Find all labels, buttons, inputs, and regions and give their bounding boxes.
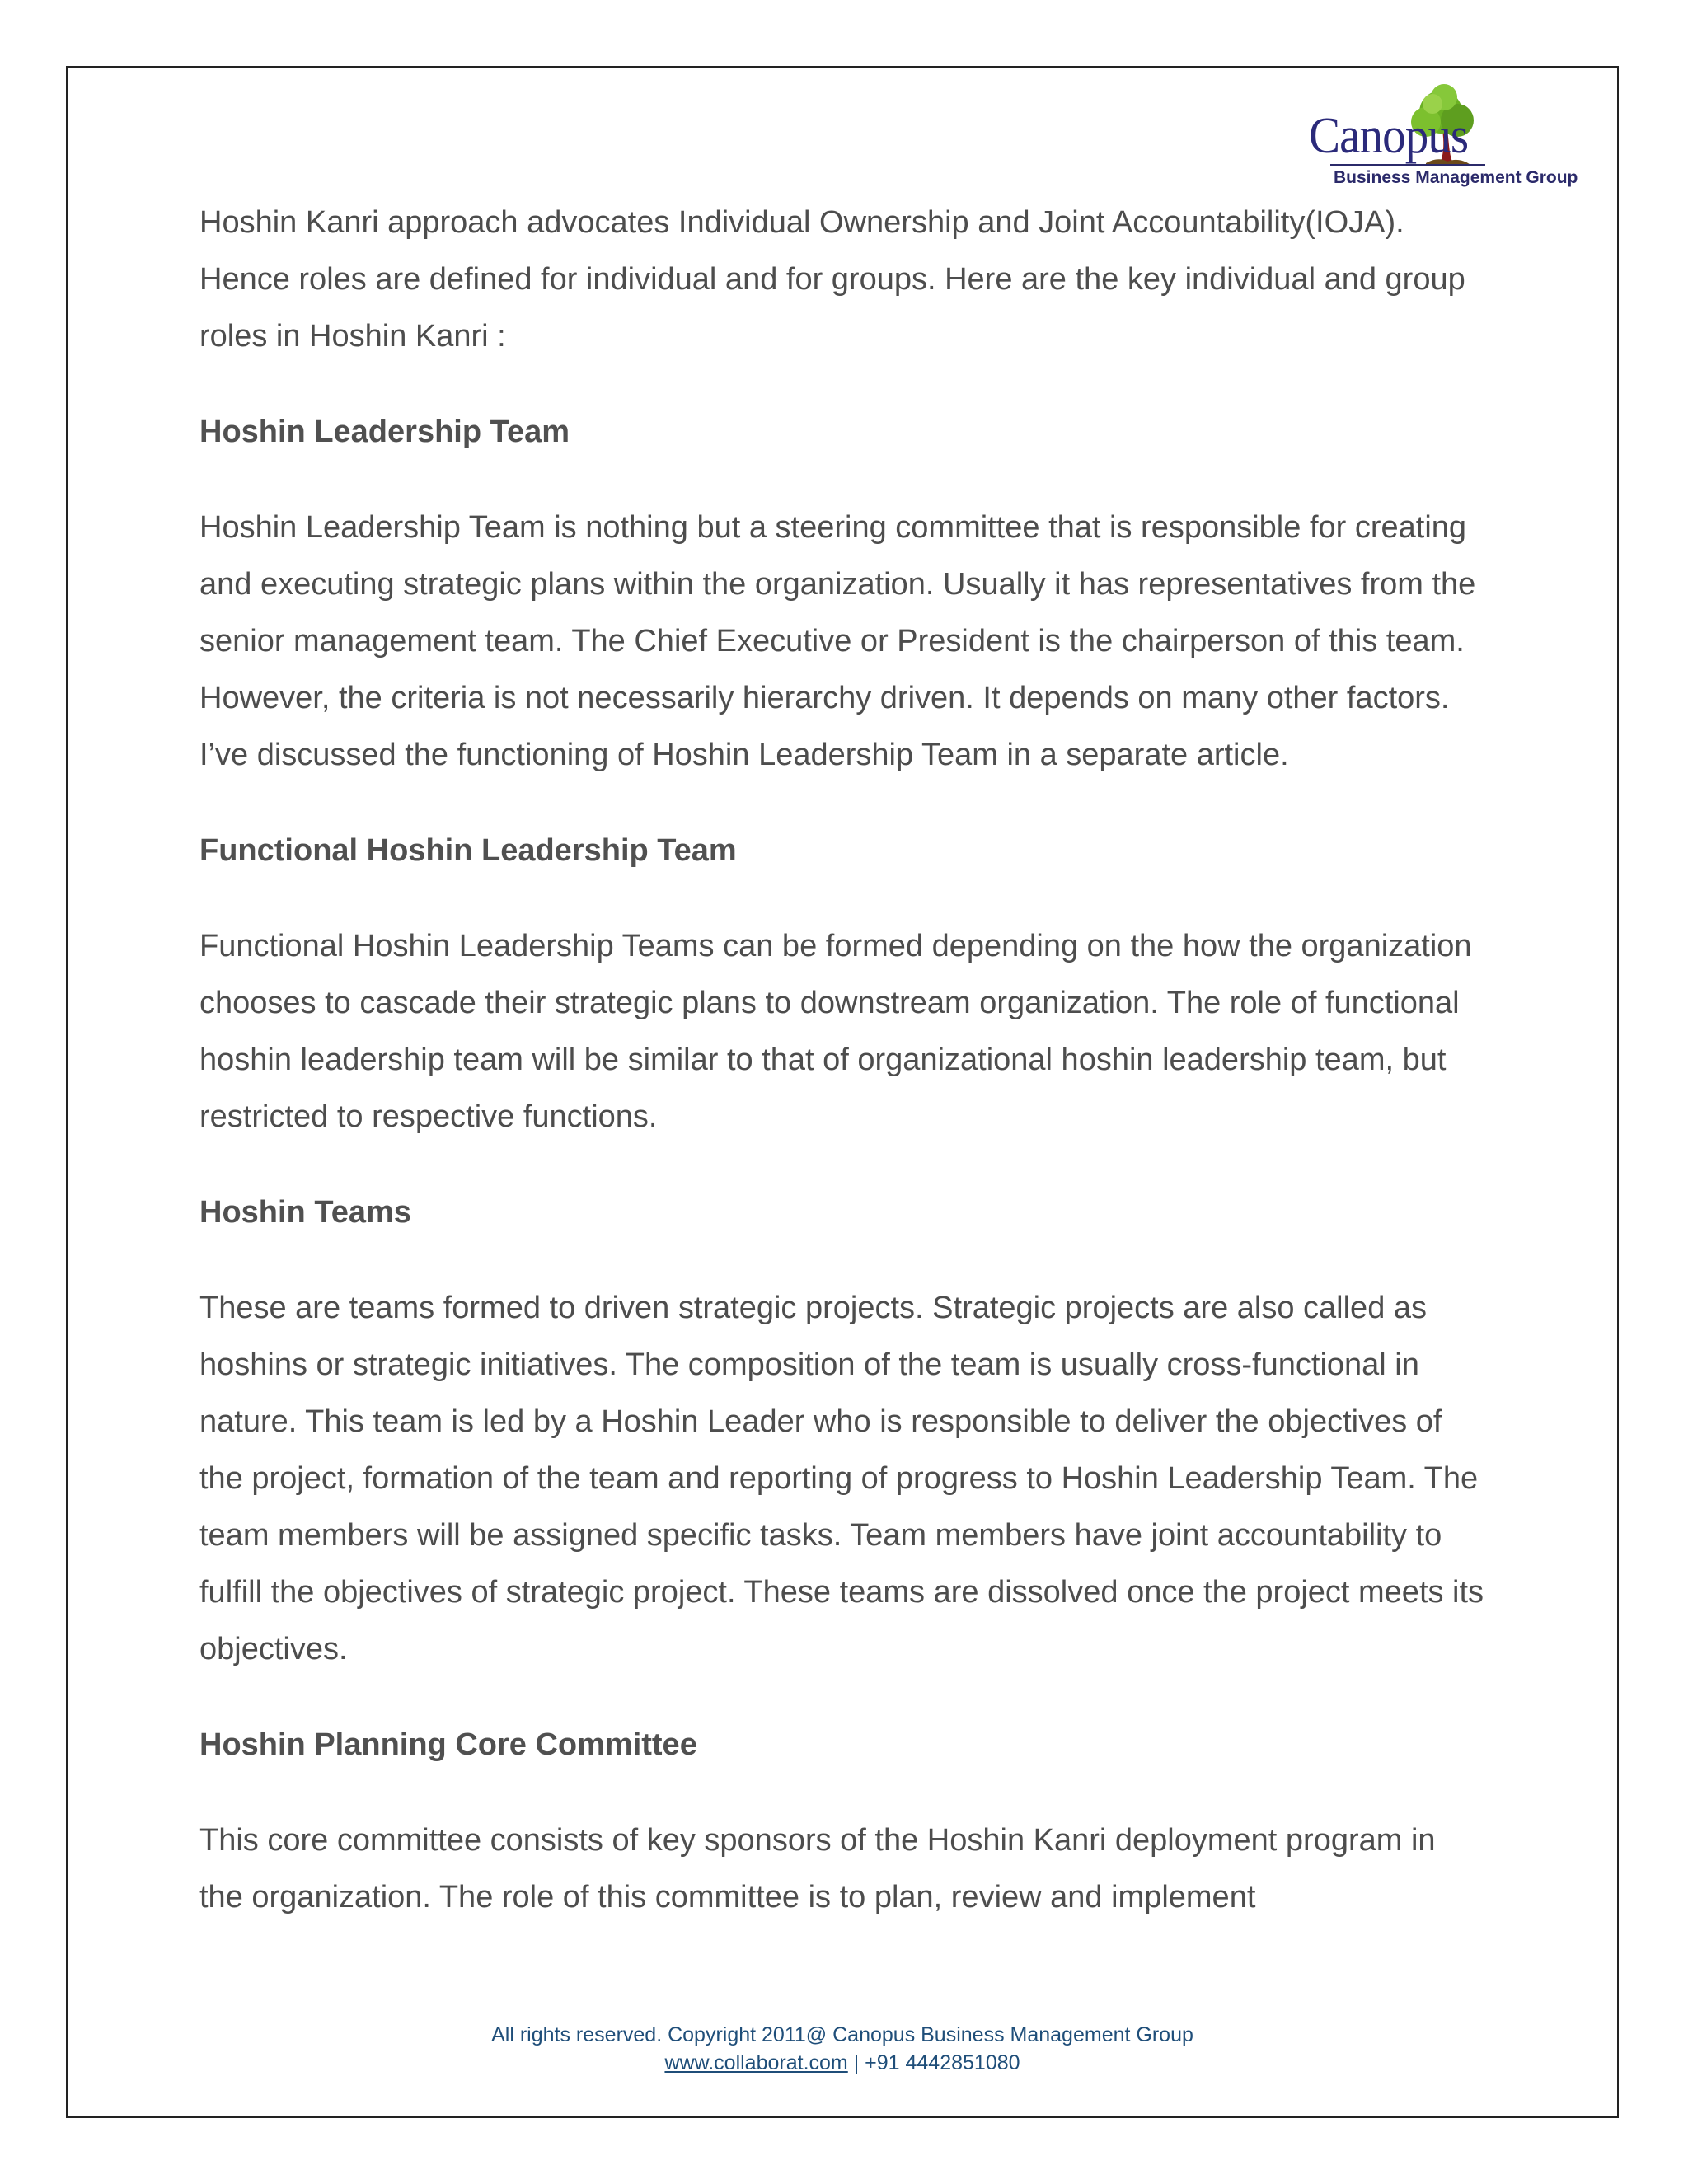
page-footer [66, 2021, 1619, 2077]
section-paragraph: This core committee consists of key sponsors of the Hoshin Kanri deployment program in the organization. The role of this committee is to plan, review and implement [199, 1823, 1436, 1915]
footer-phone: +91 4442851080 [865, 2051, 1020, 2074]
intro-paragraph: Hoshin Kanri approach advocates Individual Ownership and Joint Accountability(IOJA). Hence roles are defined for individual and for groups. Here are the key individual and group roles in Hoshin Kanri : [199, 205, 1465, 354]
section-heading: Hoshin Teams [199, 1195, 411, 1230]
section-heading: Hoshin Planning Core Committee [199, 1727, 697, 1762]
document-body [199, 194, 1485, 1926]
footer-copyright: All rights reserved. Copyright 2011@ Canopus Business Management Group [491, 2023, 1193, 2046]
logo-wordmark: Canopus [1309, 108, 1469, 164]
logo-subtitle: Business Management Group [1334, 168, 1578, 187]
section-paragraph: Functional Hoshin Leadership Teams can be formed depending on the how the organization chooses to cascade their strategic plans to downstream organization. The role of functional hoshin leadership team will be similar to that of organizational hoshin leadership team, but restricted to respective functions. [199, 929, 1472, 1134]
canopus-logo [1302, 79, 1599, 194]
section-paragraph: Hoshin Leadership Team is nothing but a steering committee that is responsible for creating and executing strategic plans within the organization. Usually it has representatives from the senior management team. The Chief Executive or President is the chairperson of this team. However, the criteria is not necessarily hierarchy driven. It depends on many other factors. I’ve discussed the functioning of Hoshin Leadership Team in a separate article. [199, 510, 1476, 772]
section-paragraph: These are teams formed to driven strategic projects. Strategic projects are also called as hoshins or strategic initiatives. The composition of the team is usually cross-functional in nature. This team is led by a Hoshin Leader who is responsible to deliver the objectives of the project, formation of the team and reporting of progress to Hoshin Leadership Team. The team members will be assigned specific tasks. Team members have joint accountability to fulfill the objectives of strategic project. These teams are dissolved once the project meets its objectives. [199, 1291, 1484, 1666]
logo-divider [1330, 164, 1485, 166]
footer-contact [66, 2049, 1619, 2077]
section-heading: Functional Hoshin Leadership Team [199, 833, 737, 868]
website-link[interactable]: www.collaborat.com [664, 2051, 848, 2074]
footer-separator: | [847, 2051, 865, 2074]
section-heading: Hoshin Leadership Team [199, 415, 570, 449]
